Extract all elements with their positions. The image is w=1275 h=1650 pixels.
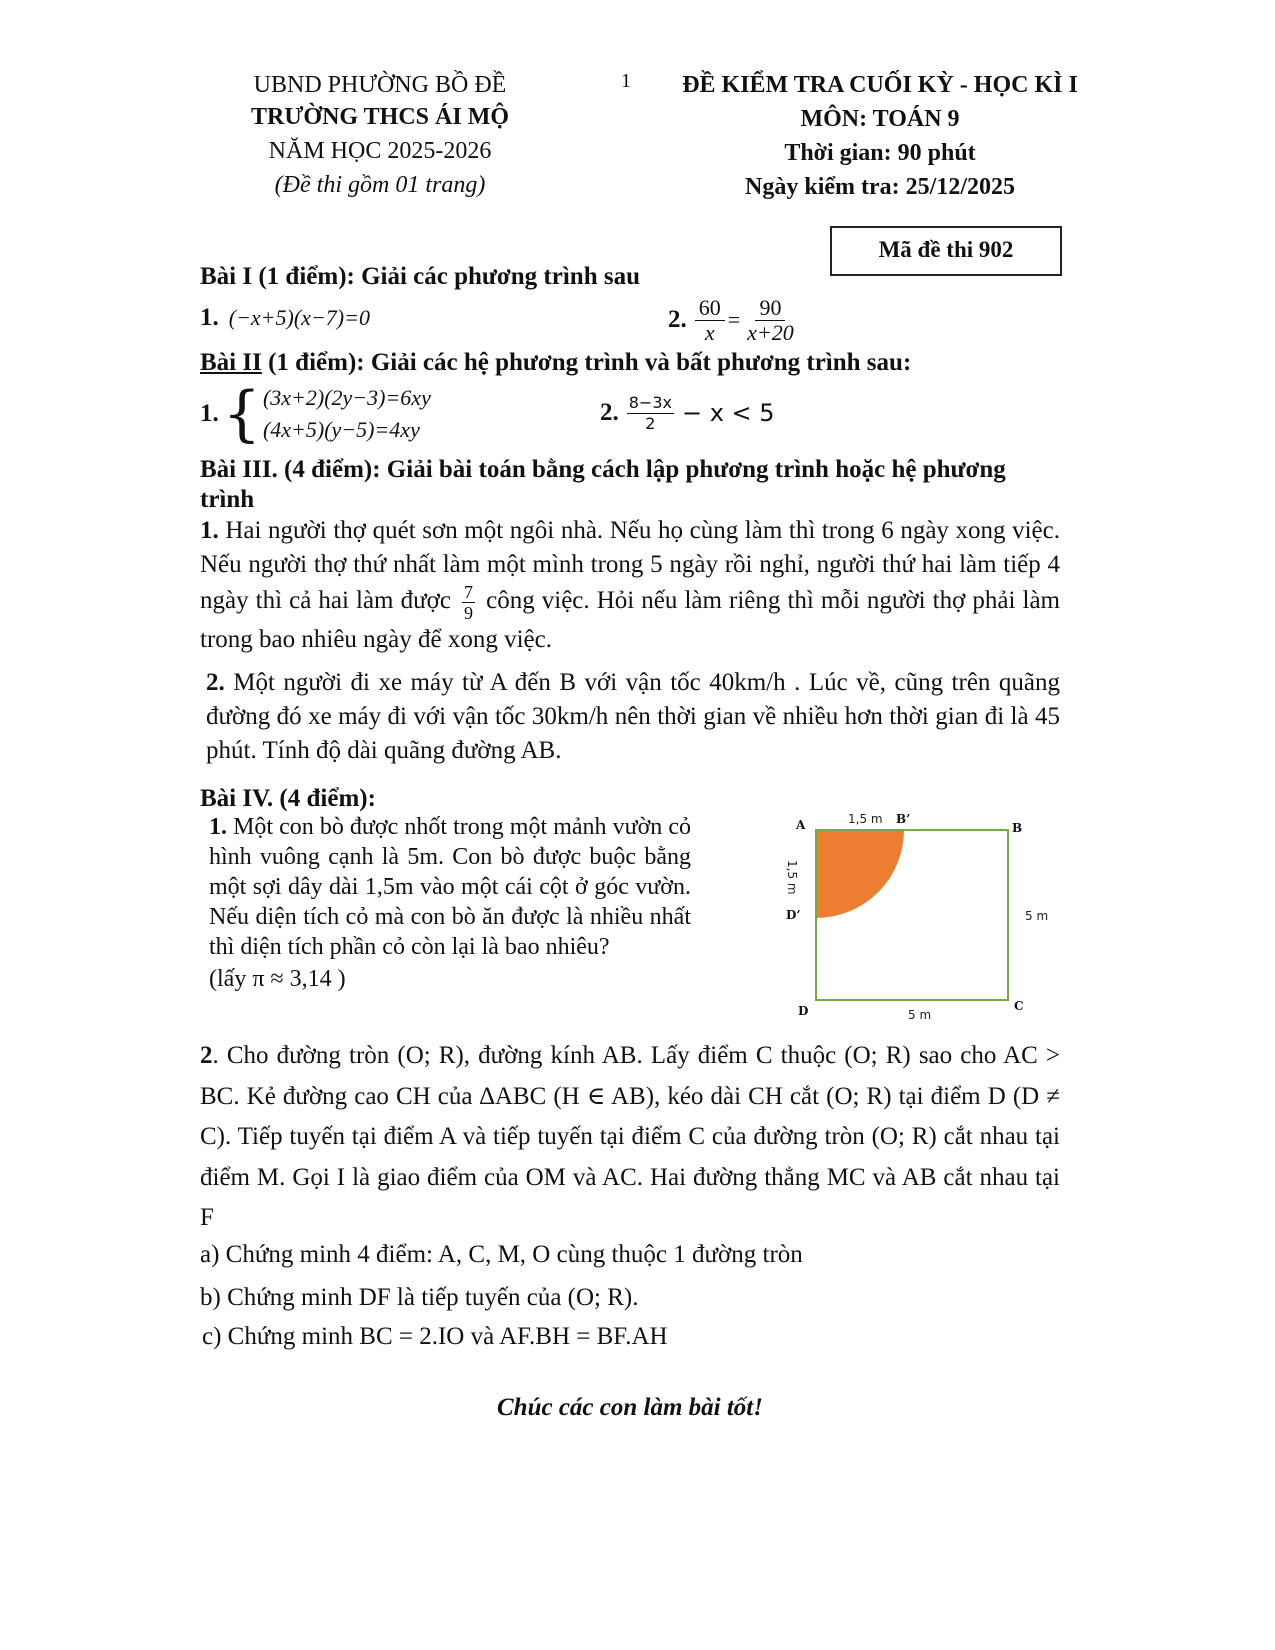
bai3-q1-text-b: công việc. Hỏi nếu làm riêng thì mỗi người thợ phải làm trong bao nhiêu ngày để xong việc. — [200, 587, 1061, 653]
numerator: 60 — [695, 296, 725, 321]
bai1-q1-num: 1. — [200, 304, 219, 331]
garden-figure — [780, 805, 1070, 1030]
top-segment-length: 1,5 m — [848, 812, 883, 826]
denominator: x+20 — [747, 319, 794, 345]
bai2-q2-num: 2. — [600, 399, 619, 426]
label-d: D — [798, 1004, 809, 1018]
exam-title: ĐỀ KIỂM TRA CUỐI KỲ - HỌC KÌ I — [682, 72, 1078, 98]
bai1-q2-rhs-fraction — [743, 296, 798, 345]
bai2-q2-rest: − x < 5 — [681, 399, 775, 427]
bai1-q2-num: 2. — [668, 306, 687, 333]
label-b: B — [1012, 821, 1023, 835]
header-left — [220, 70, 540, 200]
system-equations — [263, 382, 431, 446]
bai4-q1-num: 1. — [209, 814, 227, 840]
bai2-title-label: Bài II — [200, 349, 262, 376]
exam-date: Ngày kiểm tra: 25/12/2025 — [745, 174, 1015, 200]
left-segment-length: 1,5 m — [785, 860, 799, 895]
label-a: A — [796, 818, 806, 832]
bottom-side-length: 5 m — [908, 1008, 932, 1022]
closing-message: Chúc các con làm bài tốt! — [497, 1394, 763, 1421]
bai4-q2-part-c: c) Chứng minh BC = 2.IO và AF.BH = BF.AH — [202, 1323, 668, 1350]
label-c: C — [1014, 999, 1024, 1013]
bai3-q2-text: Một người đi xe máy từ A đến B với vận tốc 40km/h . Lúc về, cũng trên quãng đường đó xe máy đi với vận tốc 30km/h nên thời gian về nhiều hơn thời gian đi là 45 phút. Tính độ dài quãng đường AB. — [206, 669, 1060, 764]
numerator: 90 — [755, 296, 785, 321]
bai4-q1-note: (lấy π ≈ 3,14 ) — [209, 966, 346, 992]
bai2-q1-num: 1. — [200, 400, 219, 427]
exam-code: Mã đề thi 902 — [878, 237, 1014, 262]
bai4-q1 — [209, 812, 691, 994]
right-side-length: 5 m — [1025, 909, 1049, 923]
school-year: NĂM HỌC 2025-2026 — [268, 138, 492, 164]
bai3-title: Bài III. (4 điểm): Giải bài toán bằng cách lập phương trình hoặc hệ phương trình — [200, 456, 1006, 513]
label-d-prime: D’ — [786, 908, 801, 922]
bai2-title — [200, 346, 911, 380]
numerator: 7 — [464, 582, 474, 602]
bai4-q1-text: Một con bò được nhốt trong một mảnh vườn cỏ hình vuông cạnh là 5m. Con bò được buộc bằng một sợi dây dài 1,5m vào một cái cột ở góc vườn. Nếu diện tích cỏ mà con bò ăn được là nhiều nhất thì diện tích phần cỏ còn lại là bao nhiêu? — [209, 814, 691, 960]
bai3-q1-num: 1. — [200, 517, 219, 544]
bai3-q2 — [206, 666, 1060, 768]
bai1-title: Bài I (1 điểm): Giải các phương trình sau — [200, 263, 640, 290]
bai4-q2-num: 2 — [200, 1042, 213, 1069]
numerator: 8−3x — [628, 392, 672, 412]
subject: MÔN: TOÁN 9 — [800, 106, 960, 132]
bai1-q2-lhs-fraction — [695, 296, 725, 345]
bai2-title-text: (1 điểm): Giải các hệ phương trình và bất phương trình sau: — [261, 349, 912, 376]
denominator: x — [704, 319, 715, 345]
duration: Thời gian: 90 phút — [784, 140, 976, 166]
bai1-q1-expr: (−x+5)(x−7)=0 — [228, 305, 370, 330]
bai4-title: Bài IV. (4 điểm): — [200, 785, 376, 812]
ward-name: UBND PHƯỜNG BỒ ĐỀ — [253, 72, 507, 98]
bai1-q2 — [668, 292, 801, 348]
bai2-q2 — [600, 388, 775, 438]
equals-sign: = — [727, 307, 741, 332]
header-right — [655, 70, 1105, 202]
denominator: 9 — [464, 603, 474, 623]
page-number: 1 — [621, 70, 631, 92]
school-name: TRƯỜNG THCS ÁI MỘ — [250, 104, 510, 130]
label-b-prime: B’ — [896, 812, 911, 826]
bai2-q1 — [200, 379, 431, 449]
bai3-q1-text-a: Hai người thợ quét sơn một ngôi nhà. Nếu họ cùng làm thì trong 6 ngày xong việc. Nếu người thợ thứ nhất làm một mình trong 5 ngày rồi nghỉ, người thứ hai làm tiếp 4 ngày thì cả hai làm được — [200, 517, 1060, 615]
bai4-q2-part-a: a) Chứng minh 4 điểm: A, C, M, O cùng thuộc 1 đường tròn — [200, 1241, 803, 1268]
bai3-q1-fraction — [462, 582, 475, 623]
bai4-q2 — [200, 1036, 1060, 1239]
bai1-q1 — [200, 300, 370, 336]
bai3-q1 — [200, 514, 1060, 657]
bai4-q2-part-b: b) Chứng minh DF là tiếp tuyến của (O; R). — [200, 1284, 639, 1311]
system-eq2: (4x+5)(y−5)=4xy — [262, 417, 420, 442]
denominator: 2 — [645, 413, 656, 433]
exam-code-box — [830, 226, 1062, 276]
grazing-area — [816, 830, 904, 918]
page-count-note: (Đề thi gồm 01 trang) — [274, 172, 486, 198]
system-brace: { — [222, 379, 261, 449]
bai3-q2-num: 2. — [206, 669, 225, 696]
bai4-q2-text: . Cho đường tròn (O; R), đường kính AB. Lấy điểm C thuộc (O; R) sao cho AC > BC. Kẻ đường cao CH của ∆ABC (H ∈ AB), kéo dài CH cắt (O; R) tại điểm D (D ≠ C). Tiếp tuyến tại điểm A và tiếp tuyến tại điểm C của đường tròn (O; R) cắt nhau tại điểm M. Gọi I là giao điểm của OM và AC. Hai đường thẳng MC và AB cắt nhau tại F — [200, 1042, 1060, 1231]
system-eq1: (3x+2)(2y−3)=6xy — [262, 385, 431, 410]
bai2-q2-fraction — [627, 393, 674, 434]
